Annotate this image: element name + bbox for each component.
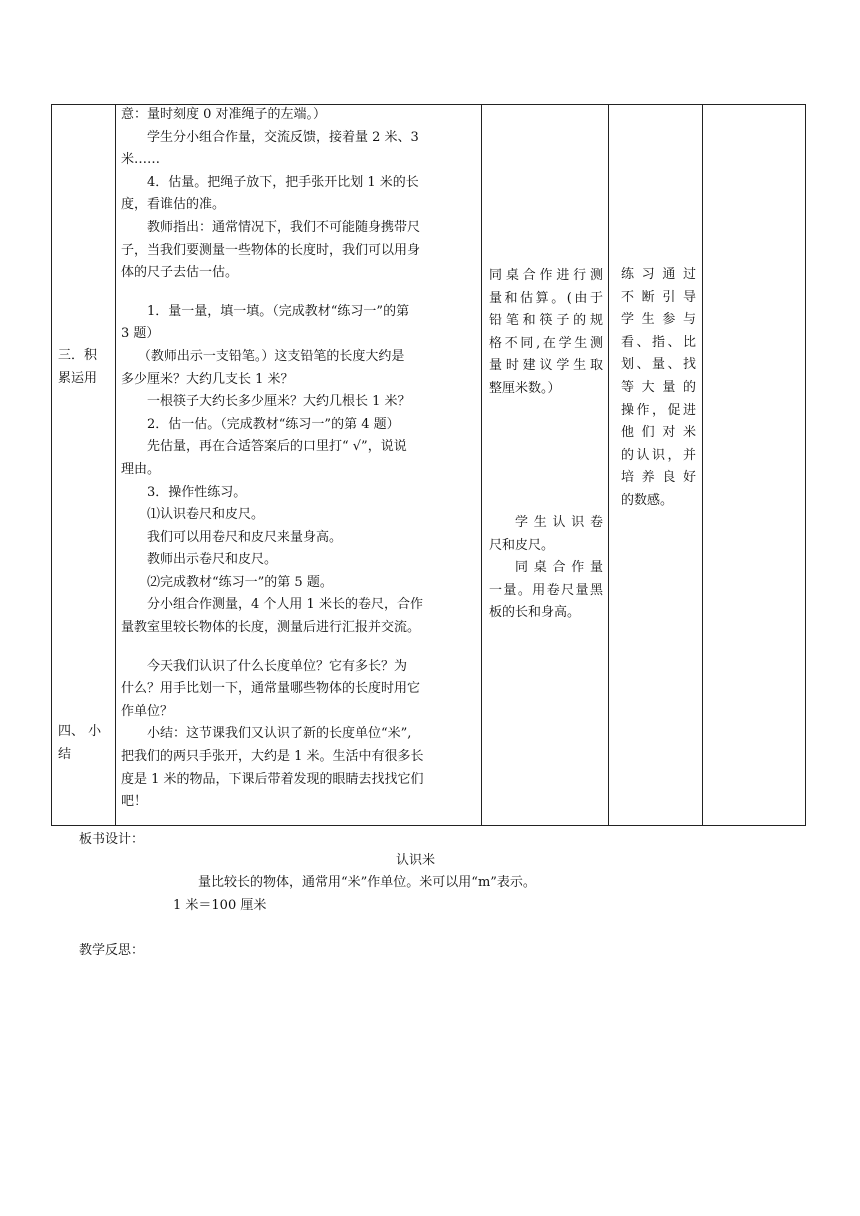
content-line: 2．估一估。（完成教材“练习一”的第 4 题） <box>147 416 400 432</box>
content-line: 3．操作性练习。 <box>147 484 247 500</box>
content-line: 我们可以用卷尺和皮尺来量身高。 <box>147 529 343 545</box>
student-activity-line: 量和估算。(由于 <box>489 290 603 306</box>
design-intent-line: 等大量的 <box>621 379 696 395</box>
content-line: 把我们的两只手张开，大约是 1 米。生活中有很多长 <box>121 749 424 765</box>
content-line: 度是 1 米的物品，下课后带着发现的眼睛去找找它们 <box>121 771 424 787</box>
content-line: 多少厘米？大约几支长 1 米？ <box>121 371 294 387</box>
design-intent-line: 的数感。 <box>621 492 674 508</box>
student-activity-block-1 <box>489 265 603 401</box>
content-line: 4．估量。把绳子放下，把手张开比划 1 米的长 <box>147 174 419 190</box>
design-intent-line: 他们对米 <box>621 425 696 441</box>
student-activity-line: 一量。用卷尺量黑 <box>489 582 603 598</box>
board-design-heading: 板书设计： <box>79 832 145 847</box>
design-intent-line: 的认识，并 <box>621 447 696 463</box>
student-activity-line: 同桌合作量 <box>515 560 603 576</box>
design-intent-line: 练习通过 <box>621 267 696 282</box>
design-intent-line: 看、指、比 <box>621 334 696 350</box>
lesson-table <box>51 104 806 826</box>
content-line: 量教室里较长物体的长度，测量后进行汇报并交流。 <box>121 620 421 636</box>
stage-label-line: 结 <box>58 746 72 762</box>
content-line: （教师出示一支铅笔。）这支铅笔的长度大约是 <box>137 348 405 364</box>
column-divider <box>481 105 482 825</box>
content-line: 吧！ <box>121 794 148 810</box>
design-intent-line: 学生参与 <box>621 312 696 328</box>
design-intent-line: 培养良好 <box>621 470 696 486</box>
student-activity-line: 尺和皮尺。 <box>489 537 555 553</box>
content-line: 分小组合作测量，4 个人用 1 米长的卷尺，合作 <box>147 597 423 613</box>
spacer <box>121 640 477 656</box>
student-activity-line: 板的长和身高。 <box>489 605 581 621</box>
student-activity-line: 整厘米数。） <box>489 380 561 396</box>
content-line: 理由。 <box>121 461 161 477</box>
spacer <box>121 285 477 301</box>
student-activity-line: 格不同,在学生测 <box>489 335 603 351</box>
design-intent-line: 操作，促进 <box>621 402 696 418</box>
reflection-heading: 教学反思： <box>79 943 145 958</box>
column-divider <box>115 105 116 825</box>
stage-label-line: 累运用 <box>58 370 98 386</box>
board-line-2: 1 米＝100 厘米 <box>173 898 267 913</box>
content-line: 教师出示卷尺和皮尺。 <box>147 552 278 568</box>
design-intent-line: 划、量、找 <box>621 357 696 373</box>
student-activity-block-2 <box>489 512 603 625</box>
content-line: 学生分小组合作量，交流反馈，接着量 2 米、3 <box>147 129 419 145</box>
student-activity-line: 学生认识卷 <box>515 515 603 530</box>
student-activity-line: 量时建议学生取 <box>489 358 603 374</box>
content-line: 教师指出：通常情况下，我们不可能随身携带尺 <box>147 219 421 235</box>
stage-label-summary <box>58 721 112 766</box>
content-line: 子，当我们要测量一些物体的长度时，我们可以用身 <box>121 242 421 258</box>
board-line-1: 量比较长的物体，通常用“米”作单位。米可以用“m”表示。 <box>198 875 536 890</box>
student-activity-line: 同桌合作进行测 <box>489 268 603 283</box>
stage-label-practice <box>58 345 112 390</box>
content-line: 作单位？ <box>121 703 174 719</box>
content-line: 一根筷子大约长多少厘米？大约几根长 1 米？ <box>147 394 411 410</box>
content-line: 度，看谁估的准。 <box>121 197 226 213</box>
stage-label-line: 三．积 <box>58 348 98 363</box>
design-intent <box>621 264 696 513</box>
content-line: 3 题） <box>121 326 160 342</box>
stage-label-line: 四、 小 <box>58 724 102 739</box>
column-divider <box>608 105 609 825</box>
content-line: 先估量，再在合适答案后的口里打“ √”，说说 <box>147 439 407 455</box>
content-line: 小结：这节课我们又认识了新的长度单位“米”, <box>147 726 412 742</box>
content-line: ⑴认识卷尺和皮尺。 <box>147 507 265 523</box>
content-line: 米…… <box>121 152 161 168</box>
teaching-process-content <box>121 104 477 814</box>
column-divider <box>702 105 703 825</box>
board-title: 认识米 <box>396 853 436 868</box>
content-line: 1．量一量，填一填。（完成教材“练习一”的第 <box>147 303 410 319</box>
design-intent-line: 不断引导 <box>621 289 696 305</box>
content-line: 体的尺子去估一估。 <box>121 265 239 281</box>
content-line: ⑵完成教材“练习一”的第 5 题。 <box>147 574 333 590</box>
content-line: 意：量时刻度 0 对准绳子的左端。） <box>121 107 327 122</box>
student-activity-line: 铅笔和筷子的规 <box>489 313 603 329</box>
content-line: 什么？用手比划一下，通常量哪些物体的长度时用它 <box>121 681 421 697</box>
content-line: 今天我们认识了什么长度单位？它有多长？为 <box>147 658 408 674</box>
